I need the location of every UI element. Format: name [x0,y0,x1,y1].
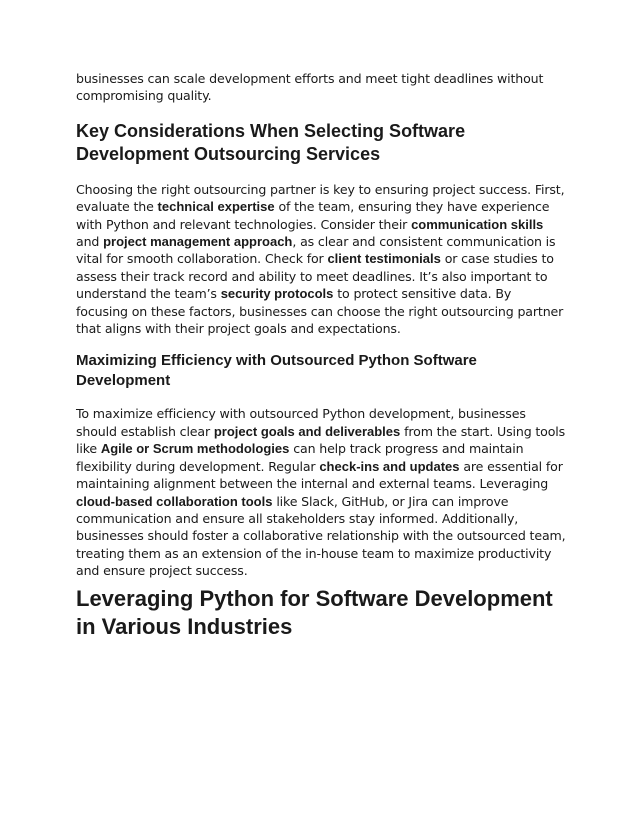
section-heading-leveraging-python: Leveraging Python for Software Development in Various Industries [76,585,553,639]
text-run: or case studies to assess their track record and ability to meet deadlines. It’s also important to understand the team’s [76,251,554,302]
text-run: are essential for maintaining alignment between the internal and external teams. Leveraging [76,458,563,492]
section-heading-key-considerations: Key Considerations When Selecting Software Development Outsourcing Services [76,120,466,164]
intro-text: businesses can scale development efforts and meet tight deadlines without compromising quality. [76,71,544,104]
text-run: To maximize efficiency with outsourced Python development, businesses should establish clear [76,406,526,439]
bold-term-communication-skills: communication skills [411,216,544,232]
bold-term-project-management-approach: project management approach [103,234,293,250]
document-page [76,70,566,641]
maximizing-efficiency-paragraph [76,405,566,579]
bold-term-check-ins: check-ins and updates [319,458,460,474]
bold-term-agile-scrum: Agile or Scrum methodologies [100,441,290,457]
intro-paragraph [76,70,566,105]
text-run: from the start. Using tools like [76,423,566,457]
bold-term-technical-expertise: technical expertise [157,199,275,215]
text-run: of the team, ensuring they have experience with Python and relevant technologies. Consider their [76,199,550,232]
text-run: to protect sensitive data. By focusing on these factors, businesses can choose the right outsourcing partner that aligns with their project goals and expectations. [76,286,564,337]
text-run: Choosing the right outsourcing partner is key to ensuring project success. First, evaluate the [76,181,565,215]
bold-term-client-testimonials: client testimonials [327,251,441,267]
section-heading-maximizing-efficiency: Maximizing Efficiency with Outsourced Python Software Development [76,352,477,390]
text-run: and [76,234,104,250]
bold-term-project-goals: project goals and deliverables [213,423,401,439]
text-run: like Slack, GitHub, or Jira can improve communication and ensure all stakeholders stay informed. Additionally, businesses should foster a collaborative relationship with the outsourced team, treating them as an extension of the in-house team to maximize productivity and ensure project success. [76,493,566,579]
key-considerations-paragraph [76,181,566,338]
text-run: , as clear and consistent communication is vital for smooth collaboration. Check for [76,234,556,267]
text-run: can help track progress and maintain flexibility during development. Regular [76,441,524,474]
bold-term-collaboration-tools: cloud-based collaboration tools [76,493,273,509]
bold-term-security-protocols: security protocols [220,286,334,302]
